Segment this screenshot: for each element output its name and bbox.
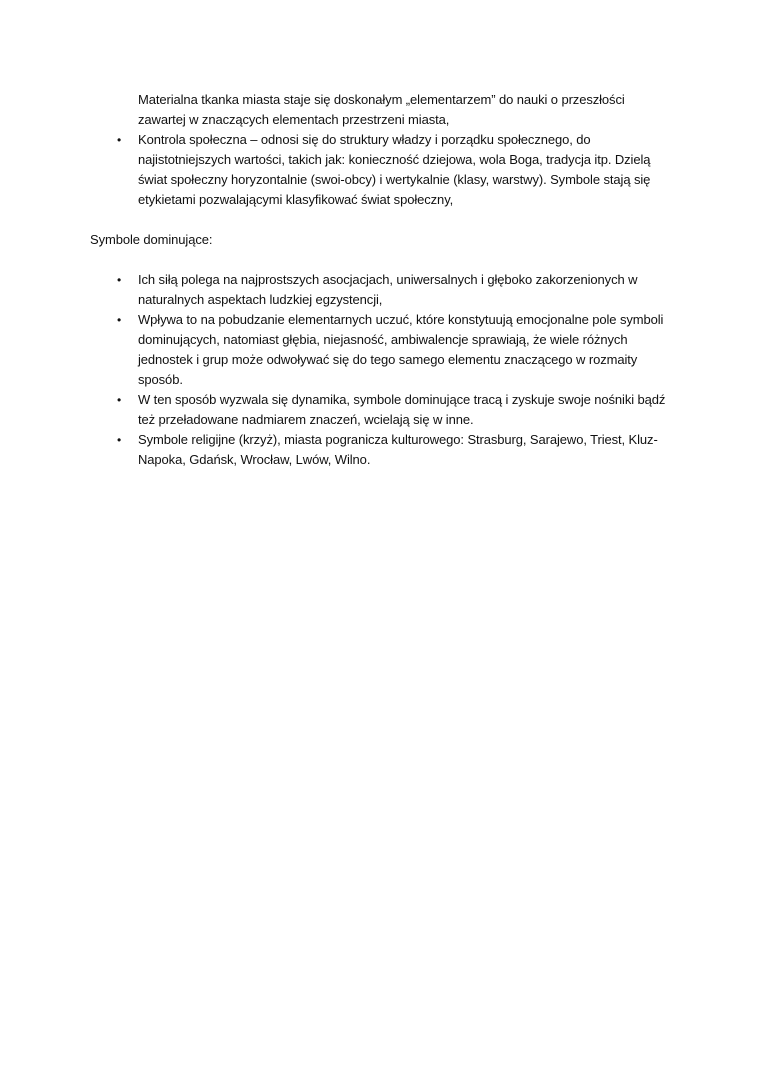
continuation-paragraph: Materialna tkanka miasta staje się doskonałym „elementarzem” do nauki o przeszłości zawartej w znaczących elementach przestrzeni miasta, (138, 92, 625, 127)
section-heading: Symbole dominujące: (90, 232, 213, 247)
list-item-text: Wpływa to na pobudzanie elementarnych uczuć, które konstytuują emocjonalne pole symboli dominujących, natomiast głębia, niejasność, ambiwalencje sprawiają, że wiele różnych jednostek i grup może odwoływać się do tego samego elementu znaczącego w rozmaity sposób. (138, 312, 664, 387)
bullet-icon: • (116, 433, 122, 447)
list-item (90, 390, 670, 430)
first-bullet-list (90, 130, 670, 210)
list-item (90, 430, 670, 470)
bullet-icon: • (116, 393, 122, 407)
list-item-text: Ich siłą polega na najprostszych asocjacjach, uniwersalnych i głęboko zakorzenionych w naturalnych aspektach ludzkiej egzystencji, (138, 272, 638, 307)
bullet-icon: • (116, 273, 122, 287)
bullet-icon: • (116, 133, 122, 147)
list-item-text: Kontrola społeczna – odnosi się do struktury władzy i porządku społecznego, do najistotniejszych wartości, takich jak: konieczność dziejowa, wola Boga, tradycja itp. Dzielą świat społeczny horyzontalnie (swoi-obcy) i wertykalnie (klasy, warstwy). Symbole stają się etykietami pozwalającymi klasyfikować świat społeczny, (138, 132, 651, 207)
document-body (90, 90, 670, 470)
list-item-text: W ten sposób wyzwala się dynamika, symbole dominujące tracą i zyskuje swoje nośniki bądź też przeładowane nadmiarem znaczeń, wcielają się w inne. (138, 392, 666, 427)
bullet-icon: • (116, 313, 122, 327)
list-item (90, 270, 670, 310)
list-item (90, 130, 670, 210)
list-item-text: Symbole religijne (krzyż), miasta pogranicza kulturowego: Strasburg, Sarajewo, Triest, Kluz-Napoka, Gdańsk, Wrocław, Lwów, Wilno. (138, 432, 658, 467)
list-item (90, 310, 670, 390)
second-bullet-list (90, 270, 670, 470)
